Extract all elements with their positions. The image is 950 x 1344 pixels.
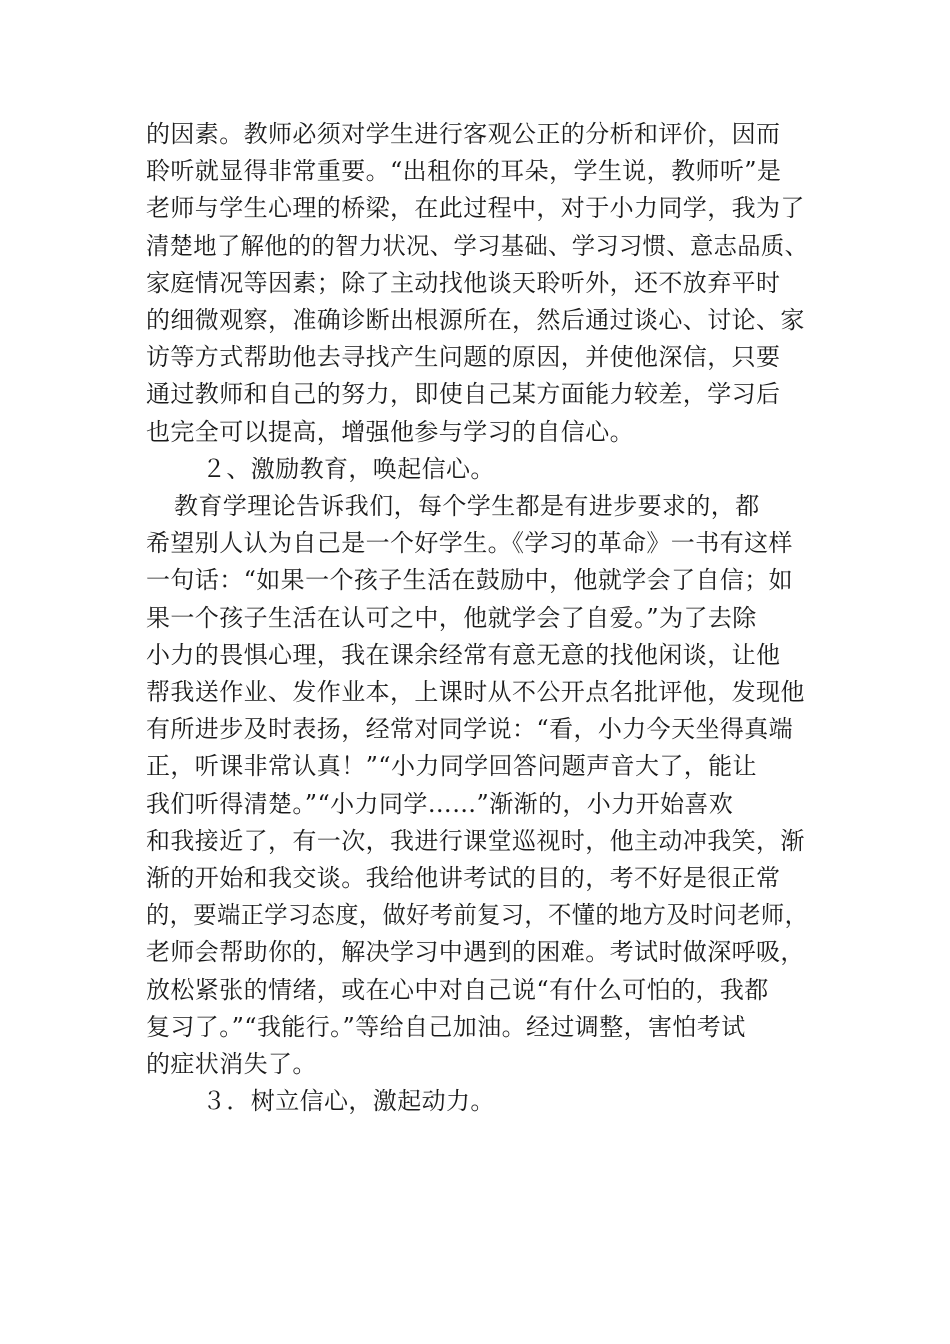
text-line: 放松紧张的情绪，或在心中对自己说“有什么可怕的，我都 [146, 975, 769, 1004]
text-line: 小力的畏惧心理，我在课余经常有意无意的找他闲谈，让他 [146, 640, 781, 669]
text-line: 和我接近了，有一次，我进行课堂巡视时，他主动冲我笑，渐 [146, 826, 805, 855]
text-line: 教育学理论告诉我们，每个学生都是有进步要求的，都 [174, 492, 760, 520]
text-line: 清楚地了解他的的智力状况、学习基础、学习习惯、意志品质、 [146, 231, 809, 260]
text-line: 的症状消失了。 [146, 1050, 317, 1078]
text-line: 老师与学生心理的桥梁，在此过程中，对于小力同学，我为了 [146, 194, 805, 223]
text-line: ３．树立信心，激起动力。 [202, 1087, 495, 1116]
text-line: 也完全可以提高，增强他参与学习的自信心。 [146, 417, 634, 446]
text-line: 果一个孩子生活在认可之中，他就学会了自爱。”为了去除 [146, 603, 757, 632]
text-line: 有所进步及时表扬，经常对同学说：“看，小力今天坐得真端 [146, 715, 794, 744]
text-line: 复习了。”“我能行。”等给自己加油。经过调整，害怕考试 [146, 1012, 746, 1041]
text-line: 一句话：“如果一个孩子生活在鼓励中，他就学会了自信；如 [146, 566, 794, 595]
text-line: 访等方式帮助他去寻找产生问题的原因，并使他深信，只要 [146, 343, 781, 372]
text-line: 我们听得清楚。”“小力同学……”渐渐的，小力开始喜欢 [146, 789, 734, 818]
text-line: 的因素。教师必须对学生进行客观公正的分析和评价，因而 [146, 120, 781, 148]
text-line: ２、激励教育，唤起信心。 [202, 454, 495, 483]
text-line: 聆听就显得非常重要。“出租你的耳朵，学生说，教师听”是 [146, 157, 782, 186]
text-line: 正，听课非常认真！”“小力同学回答问题声音大了，能让 [146, 752, 757, 781]
text-line: 渐的开始和我交谈。我给他讲考试的目的，考不好是很正常 [146, 864, 781, 892]
text-line: 老师会帮助你的，解决学习中遇到的困难。考试时做深呼吸， [146, 938, 805, 967]
text-line: 希望别人认为自己是一个好学生。《学习的革命》一书有这样 [146, 529, 793, 558]
text-line: 的细微观察，准确诊断出根源所在，然后通过谈心、讨论、家 [146, 306, 805, 334]
text-line: 的，要端正学习态度，做好考前复习，不懂的地方及时问老师， [146, 901, 809, 930]
text-line: 家庭情况等因素；除了主动找他谈天聆听外，还不放弃平时 [146, 268, 781, 297]
text-line: 通过教师和自己的努力，即使自己某方面能力较差，学习后 [146, 380, 781, 409]
text-line: 帮我送作业、发作业本，上课时从不公开点名批评他，发现他 [146, 678, 805, 706]
